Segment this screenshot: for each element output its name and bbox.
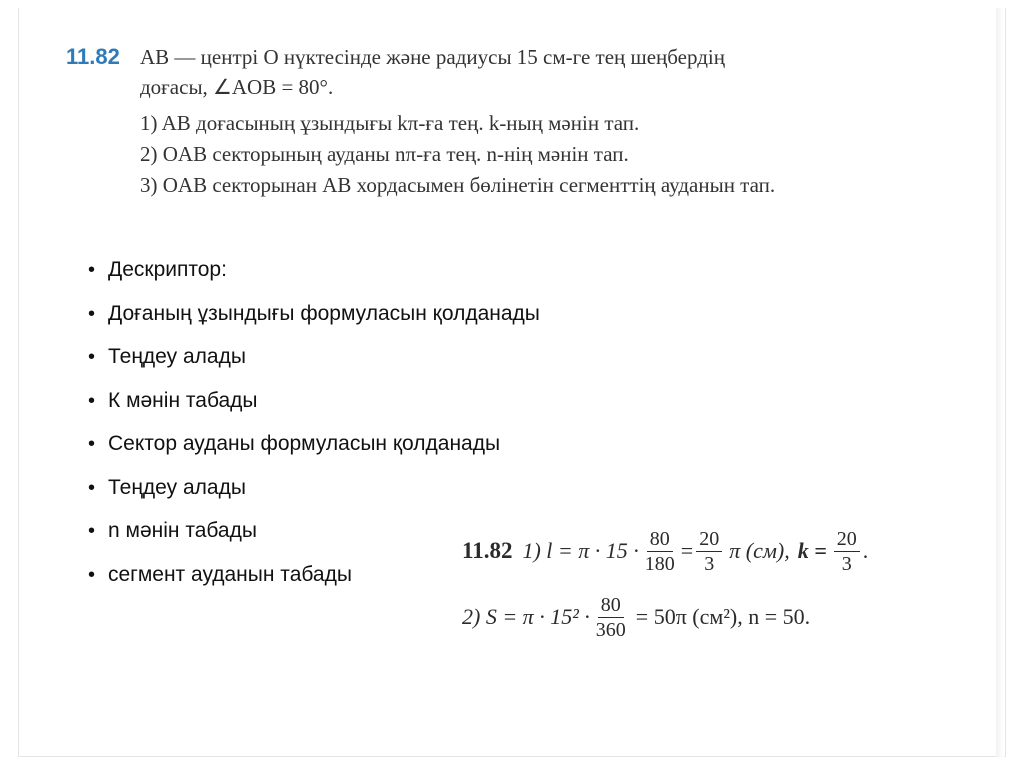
list-item-text: Дескриптор: xyxy=(108,258,227,281)
list-item xyxy=(88,302,540,346)
solution-1-prefix: 1) l = π · 15 · xyxy=(522,538,639,563)
subtask-3: 3) OAB секторынан AB хордасымен бөлінетін сегменттің ауданын тап. xyxy=(140,173,776,197)
list-item-text: Теңдеу алады xyxy=(108,345,246,368)
fraction-numerator: 20 xyxy=(696,527,722,552)
solution-row-2 xyxy=(462,584,868,650)
list-item-text: Сектор ауданы формуласын қолданады xyxy=(108,432,501,455)
fraction-denominator: 3 xyxy=(841,552,852,575)
slide-edge-shadow xyxy=(996,8,1004,757)
bullet-icon: • xyxy=(88,520,96,542)
fraction-80-180 xyxy=(642,527,678,576)
fraction-denominator: 3 xyxy=(704,552,715,575)
equals-sign: = xyxy=(680,538,694,563)
list-item-text: сегмент ауданын табады xyxy=(108,562,352,586)
bullet-icon: • xyxy=(88,433,96,455)
list-item xyxy=(88,389,540,433)
solution-label: 11.82 xyxy=(462,538,513,563)
problem-statement xyxy=(66,42,946,201)
bullet-icon: • xyxy=(88,346,96,368)
solution-row-1 xyxy=(462,518,868,584)
list-item-text: n мәнін табады xyxy=(108,519,257,542)
list-item-text: К мәнін табады xyxy=(108,388,258,412)
fraction-k-value xyxy=(834,527,860,576)
fraction-denominator: 180 xyxy=(644,552,675,575)
problem-subtasks xyxy=(66,108,946,201)
fraction-numerator: 80 xyxy=(647,527,673,552)
solution-2-result: = 50π (см²), n = 50. xyxy=(635,604,811,629)
list-item xyxy=(88,345,540,389)
bullet-icon: • xyxy=(88,563,96,586)
subtask-2: 2) OAB секторының ауданы nπ-ға тең. n-нің мәнін тап. xyxy=(140,142,629,166)
problem-number: 11.82 xyxy=(66,44,120,69)
problem-header xyxy=(66,42,946,102)
fraction-denominator: 360 xyxy=(595,618,626,641)
fraction-80-360 xyxy=(593,593,629,642)
list-item xyxy=(88,432,540,476)
bullet-icon: • xyxy=(88,476,96,499)
subtask-1: 1) AB доғасының ұзындығы kπ-ға тең. k-ның мәнін тап. xyxy=(140,111,640,135)
bullet-icon: • xyxy=(88,259,96,281)
list-item-text: Доғаның ұзындығы формуласын қолданады xyxy=(108,301,540,325)
fraction-numerator: 20 xyxy=(834,527,860,552)
fraction-numerator: 80 xyxy=(598,593,624,618)
solution-image xyxy=(462,518,868,650)
problem-line-1: AB — центрі O нүктесінде және радиусы 15 см-ге тең шеңбердің xyxy=(140,45,725,69)
fraction-20-3 xyxy=(696,527,722,576)
solution-2-prefix: 2) S = π · 15² · xyxy=(462,604,590,629)
list-item xyxy=(88,476,540,520)
solution-1-unit: π (см), xyxy=(729,538,790,563)
list-item xyxy=(88,258,540,302)
bullet-icon: • xyxy=(88,302,96,325)
list-item-text: Теңдеу алады xyxy=(108,475,246,499)
k-label: k = xyxy=(797,538,827,563)
bullet-icon: • xyxy=(88,389,96,412)
period: . xyxy=(862,538,869,563)
problem-line-2: доғасы, ∠AOB = 80°. xyxy=(140,75,334,99)
